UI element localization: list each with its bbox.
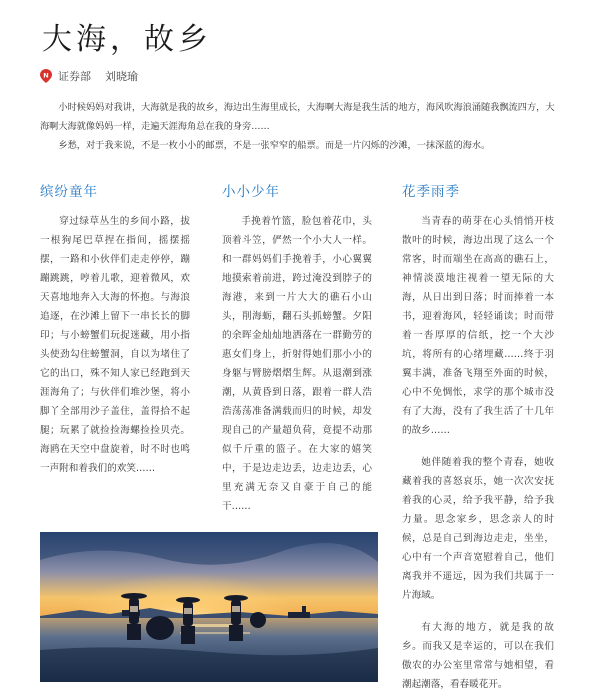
byline-author: 刘晓瑜 (105, 70, 138, 83)
intro-paragraph-2: 乡愁，对于我来说，不是一枚小小的邮票，不是一张窄窄的船票。而是一片闪烁的沙滩，一抹深蓝的海水。 (58, 140, 491, 151)
column-heading: 花季雨季 (402, 184, 460, 200)
page-title: 大海，故乡 (42, 22, 212, 57)
intro-paragraph-1: 小时候妈妈对我讲，大海就是我的故乡，海边出生海里成长，大海啊大海是我生活的地方，海风吹海浪涌随我飘流四方，大海啊大海就像妈妈一样，走遍天涯海角总在我的身旁…… (40, 102, 555, 132)
column-youth (222, 180, 372, 516)
column-adolescence (402, 180, 554, 694)
location-pin-icon (40, 69, 52, 83)
column-heading: 缤纷童年 (40, 184, 98, 200)
column-paragraph: 穿过绿草丛生的乡间小路，拔一根狗尾巴草捏在指间，摇摆摇摆，一路和小伙伴们走走停停，蹦蹦跳跳，哼着儿歌，迎着微风，欢天喜地地奔入大海的怀抱。与海浪追逐，在沙滩上留下一串长长的脚印；与小螃蟹们玩捉迷藏，用小指头使劲勾住螃蟹洞，自以为堵住了它的出口，殊不知人家已经跑到天涯海角了；与伙伴们堆沙堡，将小脚丫全部用沙子盖住，盖得拾不起腿；玩累了就捡捡海螺捡捡贝壳。海鸥在天空中盘旋着，时不时也鸣一声附和着我们的欢笑…… (40, 216, 190, 474)
column-heading: 小小少年 (222, 184, 280, 200)
column-paragraph: 手挽着竹篮，脸包着花巾，头顶着斗笠，俨然一个小大人一样。和一群妈妈们手挽着手，小心翼翼地摸索着前进，跨过淹没到脖子的海港，来到一片大大的礁石小山头，削海蛎，翻石头抓螃蟹。夕阳的余晖金灿灿地洒落在一群勤劳的惠女们身上，折射得她们那小小的身躯与臂膀熠熠生辉。从退潮到涨潮，从黄昏到日落，跟着一群人浩浩荡荡准备满载而归的时候，却发现自己的产量超负荷，竟提不动那似千斤重的篮子。在大家的嬉笑中，于是边走边丢，边走边丢，心里充满无奈又自豪于自己的能干…… (222, 216, 372, 512)
column-paragraph: 她伴随着我的整个青春，她收藏着我的喜怒哀乐，她一次次安抚着我的心灵，给予我平静，给予我力量。思念家乡，思念亲人的时候，总是自己到海边走走，坐坐，心中有一个声音宽慰着自己，他们离我并不遥远，因为我们共属于一片海域。 (402, 457, 554, 601)
column-paragraph: 当青春的萌芽在心头悄悄开枝散叶的时候，海边出现了这么一个常客，时而端坐在高高的礁石上，神情淡漠地注视着一望无际的大海，从日出到日落；时而捧着一本书，迎着海风，轻轻诵读；时而带着一沓厚厚的信纸，挖一个大沙坑，将所有的心绪埋藏……终于羽翼丰满，准备飞翔至外面的时候，心中不免惆怅，求学的那个城市没有了大海，没有了我生活了十几年的故乡…… (402, 216, 554, 436)
column-childhood (40, 180, 190, 478)
byline (40, 68, 138, 84)
intro-text (40, 98, 555, 155)
column-paragraph: 有大海的地方，就是我的故乡。而我又是幸运的，可以在我们傲农的办公室里常常与她相望，看潮起潮落，看春暖花开。 (402, 622, 554, 690)
byline-department: 证券部 (58, 70, 91, 83)
seaside-sunset-photo (40, 532, 378, 682)
svg-text:N: N (43, 71, 49, 80)
